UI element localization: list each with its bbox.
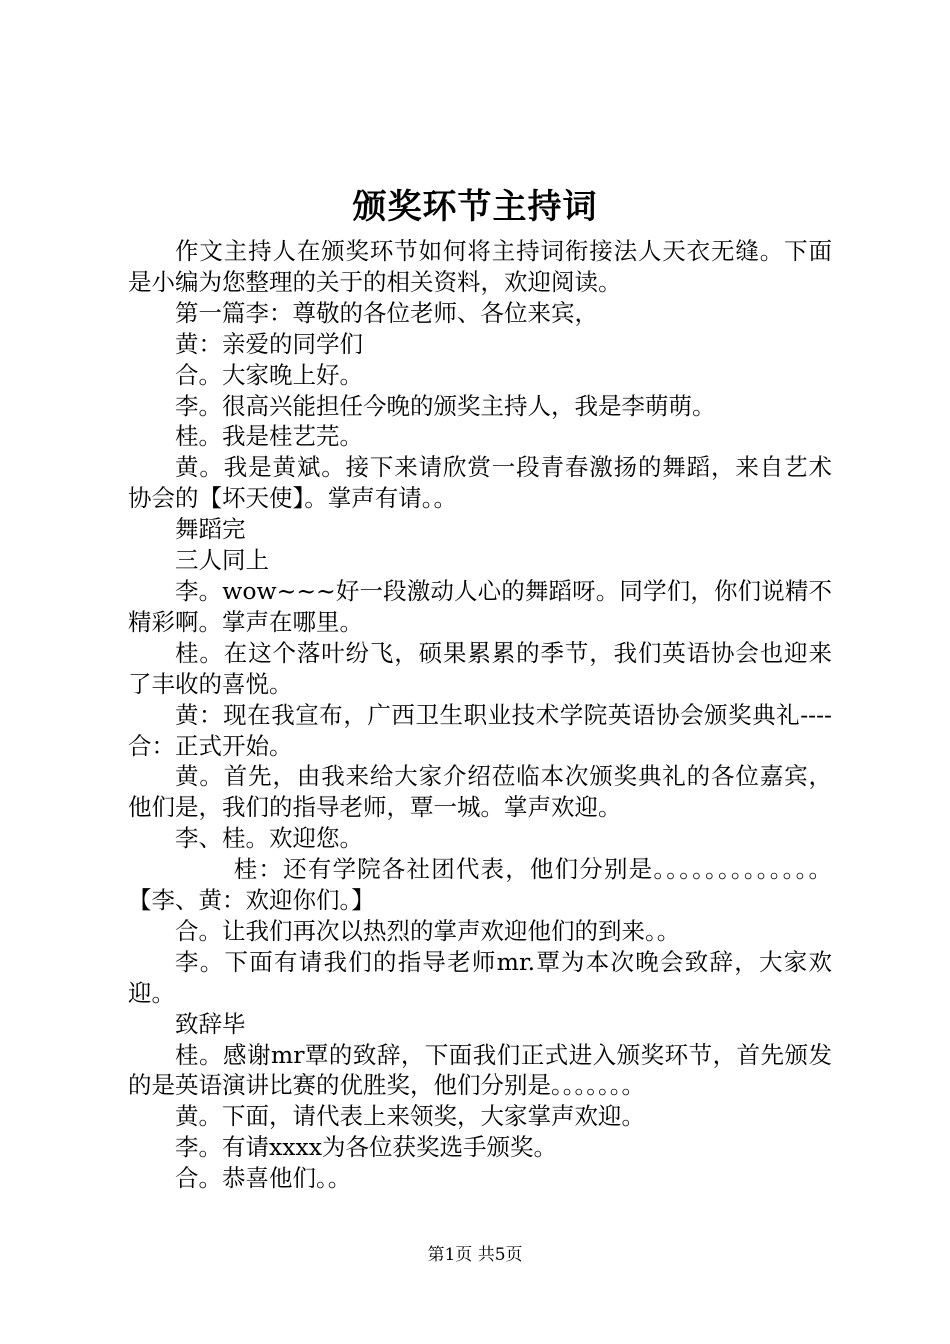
script-line: 黄。下面，请代表上来领奖，大家掌声欢迎。 xyxy=(175,1102,645,1131)
script-line: 李。下面有请我们的指导老师mr.覃为本次晚会致辞，大家欢迎。 xyxy=(128,947,832,1007)
script-line: 李。有请xxxx为各位获奖选手颁奖。 xyxy=(175,1133,558,1162)
intro-paragraph: 作文主持人在颁奖环节如何将主持词衔接法人天衣无缝。下面是小编为您整理的关于的相关资料，欢迎阅读。 xyxy=(128,237,832,296)
script-line: 黄。我是黄斌。接下来请欣赏一段青春激扬的舞蹈，来自艺术协会的【坏天使】。掌声有请。。 xyxy=(128,453,832,513)
document-title: 颁奖环节主持词 xyxy=(352,187,598,227)
script-line: 桂：还有学院各社团代表，他们分别是。。。。。。。。。。。。。【李、黄：欢迎你们。】 xyxy=(128,855,832,915)
script-line: 黄：亲爱的同学们 xyxy=(175,329,363,358)
script-line: 黄。首先，由我来给大家介绍莅临本次颁奖典礼的各位嘉宾，他们是，我们的指导老师，覃一城。掌声欢迎。 xyxy=(128,762,832,822)
page-indicator: 第1页 共5页 xyxy=(427,1245,523,1265)
stage-direction: 舞蹈完 xyxy=(175,515,246,544)
stage-direction: 三人同上 xyxy=(175,546,269,575)
script-line: 合。大家晚上好。 xyxy=(175,360,363,389)
script-line: 第一篇李：尊敬的各位老师、各位来宾， xyxy=(175,298,598,327)
script-line: 李。wow~~~好一段激动人心的舞蹈呀。同学们，你们说精不精彩啊。掌声在哪里。 xyxy=(128,576,832,636)
script-line: 桂。在这个落叶纷飞，硕果累累的季节，我们英语协会也迎来了丰收的喜悦。 xyxy=(128,638,832,698)
script-line: 黄：现在我宣布，广西卫生职业技术学院英语协会颁奖典礼----合：正式开始。 xyxy=(128,700,832,760)
document-body xyxy=(128,236,832,1194)
script-line: 桂。我是桂艺芫。 xyxy=(175,422,363,451)
script-line: 桂。感谢mr覃的致辞，下面我们正式进入颁奖环节，首先颁发的是英语演讲比赛的优胜奖，他们分别是。。。。。。。 xyxy=(128,1040,832,1100)
stage-direction: 致辞毕 xyxy=(175,1009,246,1038)
script-line: 李。很高兴能担任今晚的颁奖主持人，我是李萌萌。 xyxy=(175,391,716,420)
script-line: 合。恭喜他们。。 xyxy=(175,1164,352,1193)
script-line: 合。让我们再次以热烈的掌声欢迎他们的到来。。 xyxy=(175,916,681,945)
script-line: 李、桂。欢迎您。 xyxy=(175,824,363,853)
